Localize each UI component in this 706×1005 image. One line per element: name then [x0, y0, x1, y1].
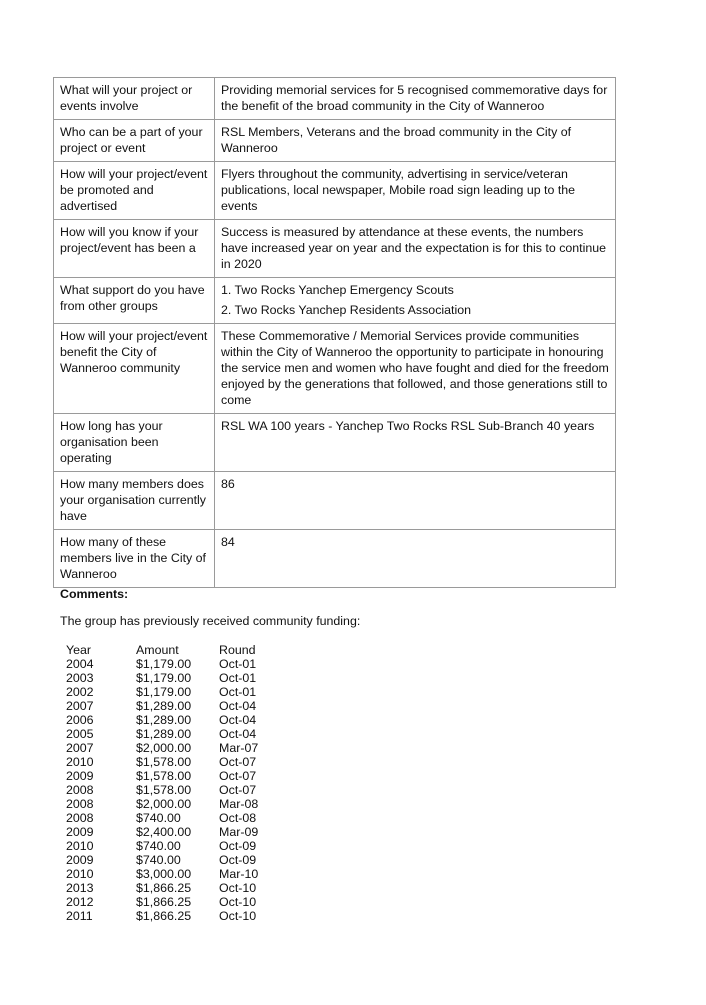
funding-year: 2007	[66, 699, 94, 713]
funding-year: 2003	[66, 671, 94, 685]
funding-amount: $1,578.00	[136, 783, 192, 797]
funding-amount: $1,179.00	[136, 685, 192, 699]
application-details-table	[53, 77, 616, 588]
funding-year: 2010	[66, 867, 94, 881]
answer-cell	[215, 414, 616, 472]
funding-year: 2008	[66, 811, 94, 825]
qa-row	[54, 162, 616, 220]
funding-round: Oct-07	[219, 769, 257, 783]
funding-amount: $1,866.25	[136, 909, 192, 923]
funding-amount: $1,578.00	[136, 769, 192, 783]
funding-row	[60, 797, 279, 811]
funding-round: Oct-10	[219, 909, 257, 923]
question-cell: What support do you have from other groups	[54, 278, 215, 324]
answer-cell	[215, 278, 616, 324]
funding-row	[60, 671, 279, 685]
funding-round: Oct-04	[219, 727, 257, 741]
round-column-header: Round	[219, 643, 256, 657]
funding-round: Oct-10	[219, 881, 257, 895]
answer-text: Providing memorial services for 5 recognised commemorative days for the benefit of the broad community in the City of Wanneroo	[221, 83, 608, 113]
funding-round: Oct-09	[219, 853, 257, 867]
funding-amount: $1,866.25	[136, 895, 192, 909]
funding-round: Oct-09	[219, 839, 257, 853]
answer-cell	[215, 78, 616, 120]
funding-year: 2008	[66, 783, 94, 797]
funding-year: 2009	[66, 769, 94, 783]
funding-row	[60, 657, 279, 671]
funding-round: Oct-04	[219, 713, 257, 727]
funding-row	[60, 825, 279, 839]
qa-row	[54, 472, 616, 530]
funding-round: Oct-04	[219, 699, 257, 713]
funding-row	[60, 713, 279, 727]
funding-year: 2006	[66, 713, 94, 727]
funding-amount: $1,289.00	[136, 699, 192, 713]
funding-amount: $1,578.00	[136, 755, 192, 769]
funding-year: 2002	[66, 685, 94, 699]
funding-amount: $2,400.00	[136, 825, 192, 839]
answer-text: RSL WA 100 years - Yanchep Two Rocks RSL Sub-Branch 40 years	[221, 419, 595, 433]
funding-amount: $2,000.00	[136, 741, 192, 755]
answer-cell	[215, 162, 616, 220]
funding-intro: The group has previously received community funding:	[60, 614, 361, 628]
answer-cell	[215, 530, 616, 588]
answer-cell	[215, 324, 616, 414]
funding-round: Mar-09	[219, 825, 259, 839]
question-cell: How will your project/event benefit the City of Wanneroo community	[54, 324, 215, 414]
funding-amount: $740.00	[136, 853, 181, 867]
funding-row	[60, 839, 279, 853]
question-cell: Who can be a part of your project or event	[54, 120, 215, 162]
funding-row	[60, 881, 279, 895]
qa-row	[54, 414, 616, 472]
funding-amount: $740.00	[136, 811, 181, 825]
amount-column-header: Amount	[136, 643, 179, 657]
qa-row	[54, 78, 616, 120]
funding-year: 2010	[66, 755, 94, 769]
funding-amount: $1,866.25	[136, 881, 192, 895]
funding-row	[60, 867, 279, 881]
funding-round: Oct-07	[219, 755, 257, 769]
funding-history-table	[60, 643, 279, 923]
funding-amount: $740.00	[136, 839, 181, 853]
answer-text: These Commemorative / Memorial Services provide communities within the City of Wanneroo the opportunity to participate in honouring the service men and women who have fought and died for the freedom enjoyed by the generations that followed, and those generations still to come	[221, 329, 609, 407]
funding-row	[60, 755, 279, 769]
funding-year: 2013	[66, 881, 94, 895]
answer-text: RSL Members, Veterans and the broad community in the City of Wanneroo	[221, 125, 572, 155]
funding-round: Oct-07	[219, 783, 257, 797]
funding-row	[60, 685, 279, 699]
qa-row	[54, 120, 616, 162]
funding-row	[60, 853, 279, 867]
funding-year: 2007	[66, 741, 94, 755]
funding-row	[60, 699, 279, 713]
question-cell: How will your project/event be promoted and advertised	[54, 162, 215, 220]
funding-year: 2004	[66, 657, 94, 671]
funding-round: Mar-08	[219, 797, 259, 811]
funding-year: 2012	[66, 895, 94, 909]
funding-header-row	[60, 643, 279, 657]
answer-text: Flyers throughout the community, advertising in service/veteran publications, local newspaper, Mobile road sign leading up to the events	[221, 167, 576, 213]
funding-amount: $1,289.00	[136, 727, 192, 741]
funding-round: Oct-01	[219, 671, 257, 685]
funding-year: 2009	[66, 853, 94, 867]
funding-row	[60, 741, 279, 755]
answer-text: Success is measured by attendance at these events, the numbers have increased year on year and the expectation is for this to continue in 2020	[221, 225, 607, 271]
qa-row	[54, 530, 616, 588]
funding-amount: $1,289.00	[136, 713, 192, 727]
qa-row	[54, 324, 616, 414]
answer-text: 1. Two Rocks Yanchep Emergency Scouts	[221, 283, 454, 297]
answer-text: 84	[221, 535, 235, 549]
comments-heading: Comments:	[60, 587, 129, 601]
funding-row	[60, 769, 279, 783]
year-column-header: Year	[66, 643, 92, 657]
question-cell: How will you know if your project/event has been a	[54, 220, 215, 278]
question-cell: What will your project or events involve	[54, 78, 215, 120]
funding-year: 2005	[66, 727, 94, 741]
funding-round: Oct-01	[219, 657, 257, 671]
funding-row	[60, 895, 279, 909]
question-cell: How long has your organisation been operating	[54, 414, 215, 472]
answer-cell	[215, 220, 616, 278]
funding-amount: $1,179.00	[136, 657, 192, 671]
funding-row	[60, 811, 279, 825]
funding-round: Oct-10	[219, 895, 257, 909]
funding-round: Oct-01	[219, 685, 257, 699]
funding-amount: $2,000.00	[136, 797, 192, 811]
answer-cell	[215, 472, 616, 530]
funding-round: Mar-07	[219, 741, 259, 755]
funding-round: Oct-08	[219, 811, 257, 825]
funding-amount: $1,179.00	[136, 671, 192, 685]
funding-year: 2010	[66, 839, 94, 853]
question-cell: How many members does your organisation currently have	[54, 472, 215, 530]
funding-year: 2008	[66, 797, 94, 811]
question-cell: How many of these members live in the City of Wanneroo	[54, 530, 215, 588]
qa-row	[54, 278, 616, 324]
answer-cell	[215, 120, 616, 162]
funding-row	[60, 909, 279, 923]
funding-year: 2009	[66, 825, 94, 839]
funding-round: Mar-10	[219, 867, 259, 881]
answer-text: 2. Two Rocks Yanchep Residents Association	[221, 303, 472, 317]
qa-row	[54, 220, 616, 278]
funding-row	[60, 783, 279, 797]
answer-text: 86	[221, 477, 235, 491]
funding-year: 2011	[66, 909, 93, 923]
funding-row	[60, 727, 279, 741]
funding-amount: $3,000.00	[136, 867, 192, 881]
